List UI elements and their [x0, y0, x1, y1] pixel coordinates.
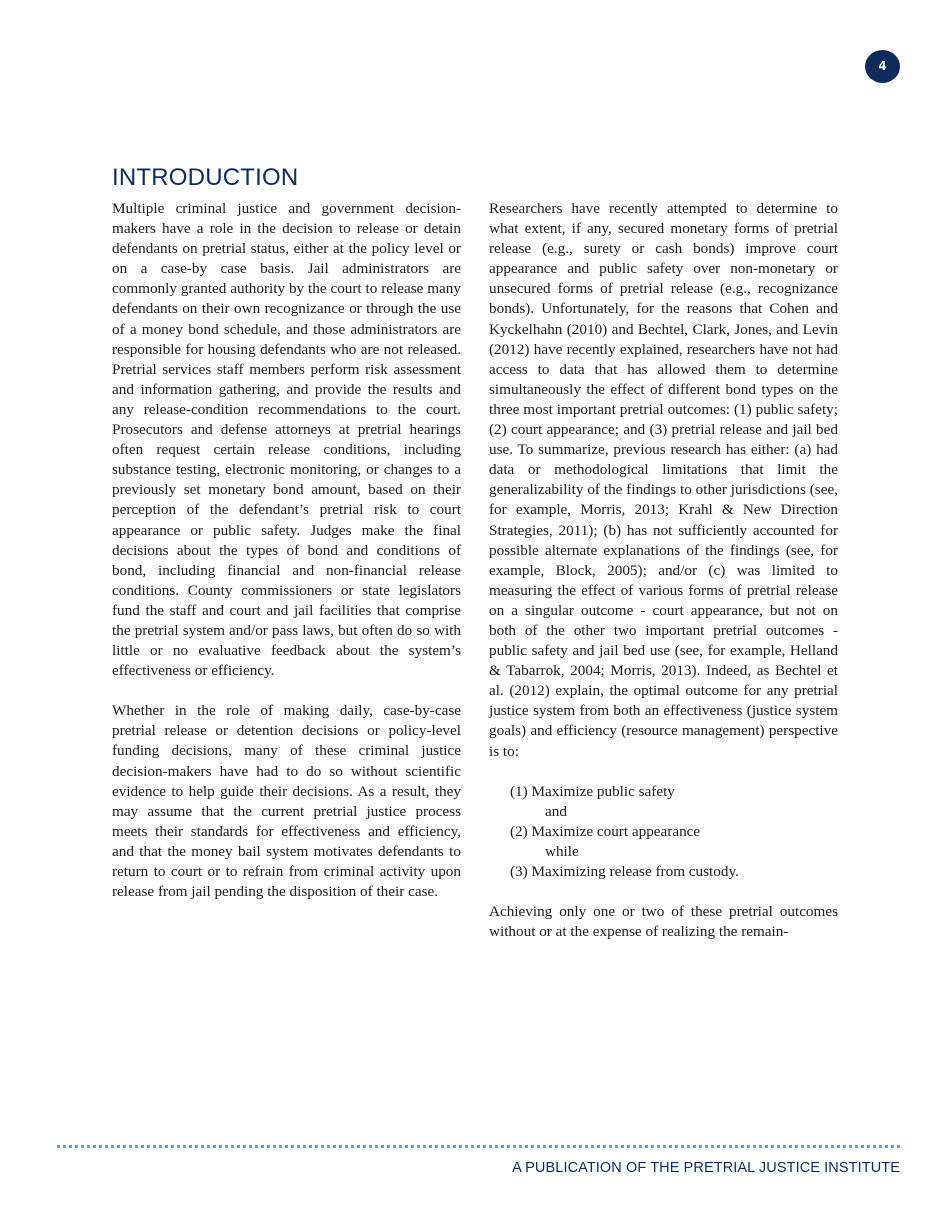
outcome-connector-while: while	[545, 842, 579, 860]
closing-paragraph: Achieving only one or two of these pretrial outcomes without or at the expense of realizing the remain-	[489, 903, 838, 941]
intro-paragraph-1: Multiple criminal justice and government decision-makers have a role in the decision to release or detain defendants on pretrial status, either at the policy level or on a case-by case basis. Jail administrators are commonly granted authority by the court to release many defendants on their own recognizance or through the use of a money bond schedule, and those administrators are responsible for housing defendants who are not released. Pretrial services staff members perform risk assessment and information gathering, and provide the results and any release-condition recommendations to the court. Prosecutors and defense attorneys at pretrial hearings often request certain release conditions, including substance testing, electronic monitoring, or changes to a previously set monetary bond amount, based on their perception of the defendant’s pretrial risk to court appearance or public safety. Judges make the final decisions about the types of bond and conditions of bond, including financial and non-financial release conditions. County commissioners or state legislators fund the staff and court and jail facilities that comprise the pretrial system and/or pass laws, but often do so with little or no evaluative feedback about the system’s effectiveness or efficiency.	[112, 200, 461, 680]
footer-publication-credit: A PUBLICATION OF THE PRETRIAL JUSTICE INSTITUTE	[512, 1160, 900, 1176]
page-number-badge: 4	[865, 50, 900, 83]
footer-dotted-divider	[57, 1145, 900, 1148]
outcome-public-safety: (1) Maximize public safety	[510, 782, 675, 800]
right-column	[489, 199, 838, 962]
outcome-connector-and: and	[545, 802, 567, 820]
research-paragraph: Researchers have recently attempted to determine to what extent, if any, secured monetary forms of pretrial release (e.g., surety or cash bonds) improve court appearance and public safety over non-monetary or unsecured forms of pretrial release (e.g., recognizance bonds). Unfortunately, for the reasons that Cohen and Kyckelhahn (2010) and Bechtel, Clark, Jones, and Levin (2012) have recently explained, researchers have not had access to data that has allowed them to determine simultaneously the effect of different bond types on the three most important pretrial outcomes: (1) public safety; (2) court appearance; and (3) pretrial release and jail bed use. To summarize, previous research has either: (a) had data or methodological limitations that limit the generalizability of the findings to other jurisdictions (see, for example, Morris, 2013; Krahl & New Direction Strategies, 2011); (b) has not sufficiently accounted for possible alternate explanations of the findings (see, for example, Block, 2005); and/or (c) was limited to measuring the effect of various forms of pretrial release on a singular outcome - court appearance, but not on both of the other two important pretrial outcomes - public safety and jail bed use (see, for example, Helland & Tabarrok, 2004; Morris, 2013). Indeed, as Bechtel et al. (2012) explain, the optimal outcome for any pretrial justice system from both an effectiveness (justice system goals) and efficiency (resource management) perspective is to:	[489, 200, 838, 760]
section-heading: INTRODUCTION	[112, 164, 299, 191]
outcome-release-from-custody: (3) Maximizing release from custody.	[510, 863, 739, 880]
pretrial-outcomes-list	[489, 782, 838, 882]
outcome-court-appearance: (2) Maximize court appearance	[510, 822, 701, 840]
intro-paragraph-2: Whether in the role of making daily, case-by-case pretrial release or detention decisions or policy-level funding decisions, many of these criminal justice decision-makers have had to do so without scientific evidence to help guide their decisions. As a result, they may assume that the current pretrial justice process meets their standards for effectiveness and efficiency, and that the money bail system motivates defendants to return to court or to refrain from criminal activity upon release from jail pending the disposition of their case.	[112, 702, 461, 901]
left-column	[112, 199, 461, 922]
